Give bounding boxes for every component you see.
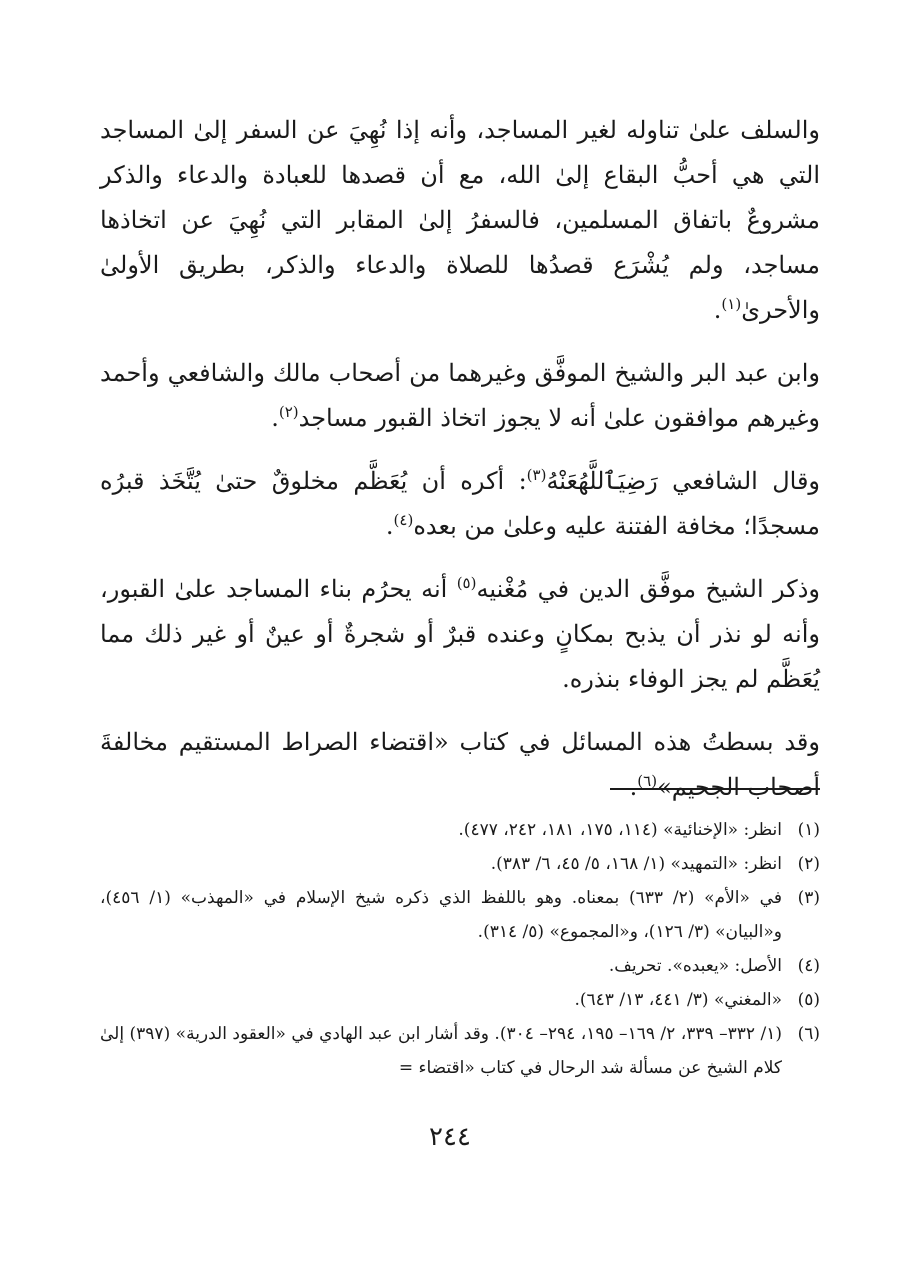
footnote-number: (١) <box>797 820 820 840</box>
footnote-ref-5[interactable]: (٥) <box>456 574 477 592</box>
paragraph-end: . <box>271 404 279 432</box>
paragraph-text: وابن عبد البر والشيخ الموفَّق وغيرهما من أصحاب مالك والشافعي وأحمد وغيرهم موافقون علىٰ أنه لا يجوز اتخاذ القبور مساجد <box>100 359 820 432</box>
footnote-divider <box>610 788 820 790</box>
page-number: ٢٤٤ <box>429 1122 471 1152</box>
paragraph-end: . <box>629 773 638 801</box>
footnote-text: الأصل: «يعبده». تحريف. <box>608 956 782 976</box>
footnote-6 <box>100 1017 820 1085</box>
footnote-number: (٢) <box>797 854 820 874</box>
footnote-ref-3[interactable]: (٣) <box>526 466 547 484</box>
paragraph-end: . <box>713 296 722 324</box>
footnote-ref-2[interactable]: (٢) <box>278 403 299 421</box>
paragraph-5 <box>100 720 820 810</box>
paragraph-end: أنه يحرُم بناء المساجد علىٰ القبور، وأنه لو نذر أن يذبح بمكانٍ وعنده قبرٌ أو شجرةٌ أو عينٌ أو غير ذلك مما يُعَظَّم لم يجز الوفاء بنذره. <box>100 575 820 693</box>
paragraph-text: وقد بسطتُ هذه المسائل في كتاب «اقتضاء الصراط المستقيم مخالفةَ أصحاب الجحيم» <box>100 728 820 801</box>
paragraph-text: والسلف علىٰ تناوله لغير المساجد، وأنه إذا نُهِيَ عن السفر إلىٰ المساجد التي هي أحبُّ البقاع إلىٰ الله، مع أن قصدها للعبادة والدعاء والذكر مشروعٌ باتفاق المسلمين، فالسفرُ إلىٰ المقابر التي نُهِيَ عن اتخاذها مساجد، ولم يُشْرَع قصدُها للصلاة والدعاء والذكر، بطريق الأولىٰ والأحرىٰ <box>100 116 820 324</box>
footnote-text: (١/ ٣٣٢– ٣٣٩، ٢/ ١٦٩– ١٩٥، ٢٩٤– ٣٠٤). وقد أشار ابن عبد الهادي في «العقود الدرية» (٣٩٧) إلىٰ كلام الشيخ عن مسألة شد الرحال في كتاب «اقتضاء = <box>100 1024 783 1078</box>
paragraph-end: . <box>385 512 394 540</box>
footnotes <box>100 813 820 1085</box>
footnote-ref-1[interactable]: (١) <box>721 295 742 313</box>
paragraph-3 <box>100 459 820 549</box>
main-text <box>100 108 821 1078</box>
paragraph-text-continued: : أكره أن يُعَظَّم مخلوقٌ حتىٰ يُتَّخَذ قبرُه مسجدًا؛ مخافة الفتنة عليه وعلىٰ من بعده <box>100 467 820 540</box>
paragraph-1 <box>100 108 820 333</box>
footnote-ref-4[interactable]: (٤) <box>393 511 414 529</box>
footnote-2 <box>100 847 820 881</box>
footnote-4 <box>100 949 820 983</box>
paragraph-text: وقال الشافعي رَضِيَٱللَّهُعَنْهُ <box>546 467 821 495</box>
footnote-number: (٥) <box>797 990 820 1010</box>
footnote-number: (٤) <box>797 956 820 976</box>
footnote-3 <box>100 881 820 949</box>
footnote-text: «المغني» (٣/ ٤٤١، ١٣/ ٦٤٣). <box>574 990 782 1010</box>
footnote-ref-6[interactable]: (٦) <box>637 772 658 790</box>
footnote-number: (٣) <box>797 888 820 908</box>
footnote-5 <box>100 983 820 1017</box>
footnote-1 <box>100 813 820 847</box>
paragraph-2 <box>100 351 820 441</box>
paragraph-4 <box>100 567 820 702</box>
footnote-text: انظر: «الإخنائية» (١١٤، ١٧٥، ١٨١، ٢٤٢، ٤٧٧). <box>458 820 782 840</box>
paragraph-text: وذكر الشيخ موفَّق الدين في مُغْنيه <box>476 575 820 603</box>
footnote-number: (٦) <box>797 1024 820 1044</box>
footnote-text: في «الأم» (٢/ ٦٣٣) بمعناه. وهو باللفظ الذي ذكره شيخ الإسلام في «المهذب» (١/ ٤٥٦)، و«البيان» (٣/ ١٢٦)، و«المجموع» (٥/ ٣١٤). <box>100 888 782 942</box>
footnote-text: انظر: «التمهيد» (١/ ١٦٨، ٥/ ٤٥، ٦/ ٣٨٣). <box>490 854 782 874</box>
